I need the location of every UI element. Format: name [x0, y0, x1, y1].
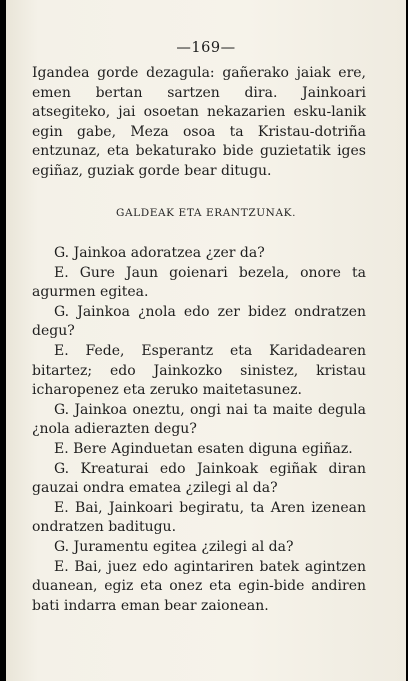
qa-answer: E. Fede, Esperantz eta Karidadearen bitartez; edo Jainkozko sinistez, kristau icharopenez eta zeruko maitetasunez. [32, 342, 366, 399]
qa-answer: E. Bai, juez edo agintariren batek agintzen duanean, egiz eta onez eta egin-bide andiren bati indarra eman bear zaionean. [32, 558, 366, 614]
qa-question: G. Jainkoa adoratzea ¿zer da? [54, 245, 265, 261]
page-number: —169— [176, 40, 236, 56]
qa-question: G. Jainkoa ¿nola edo zer bidez ondratzen degu? [32, 303, 366, 340]
qa-question: G. Jainkoa oneztu, ongi nai ta maite degula ¿nola adierazten degu? [32, 401, 366, 438]
qa-answer: E. Bere Aginduetan esaten diguna egiñaz. [54, 440, 353, 457]
qa-question: G. Juramentu egitea ¿zilegi al da? [54, 538, 294, 555]
qa-answer: E. Gure Jaun goienari bezela, onore ta agurmen egitea. [32, 264, 366, 301]
intro-paragraph: Igandea gorde dezagula: gañerako jaiak ere, emen bertan sartzen dira. Jainkoari atsegiteko, jai osoetan nekazarien esku-lanik egin gabe, Meza osoa ta Kristau-dotriña entzunaz, eta bekaturako bide guzietatik iges egiñaz, guziak gorde bear ditugu. [32, 65, 366, 179]
qa-answer: E. Bai, Jainkoari begiratu, ta Aren izenean ondratzen baditugu. [32, 499, 366, 536]
intro-paragraph-block [32, 64, 366, 182]
book-page [6, 0, 406, 681]
qa-list [32, 244, 366, 616]
qa-question: G. Kreaturai edo Jainkoak egiñak diran gauzai ondra ematea ¿zilegi al da? [32, 460, 366, 497]
section-heading: GALDEAK ETA ERANTZUNAK. [115, 207, 297, 219]
